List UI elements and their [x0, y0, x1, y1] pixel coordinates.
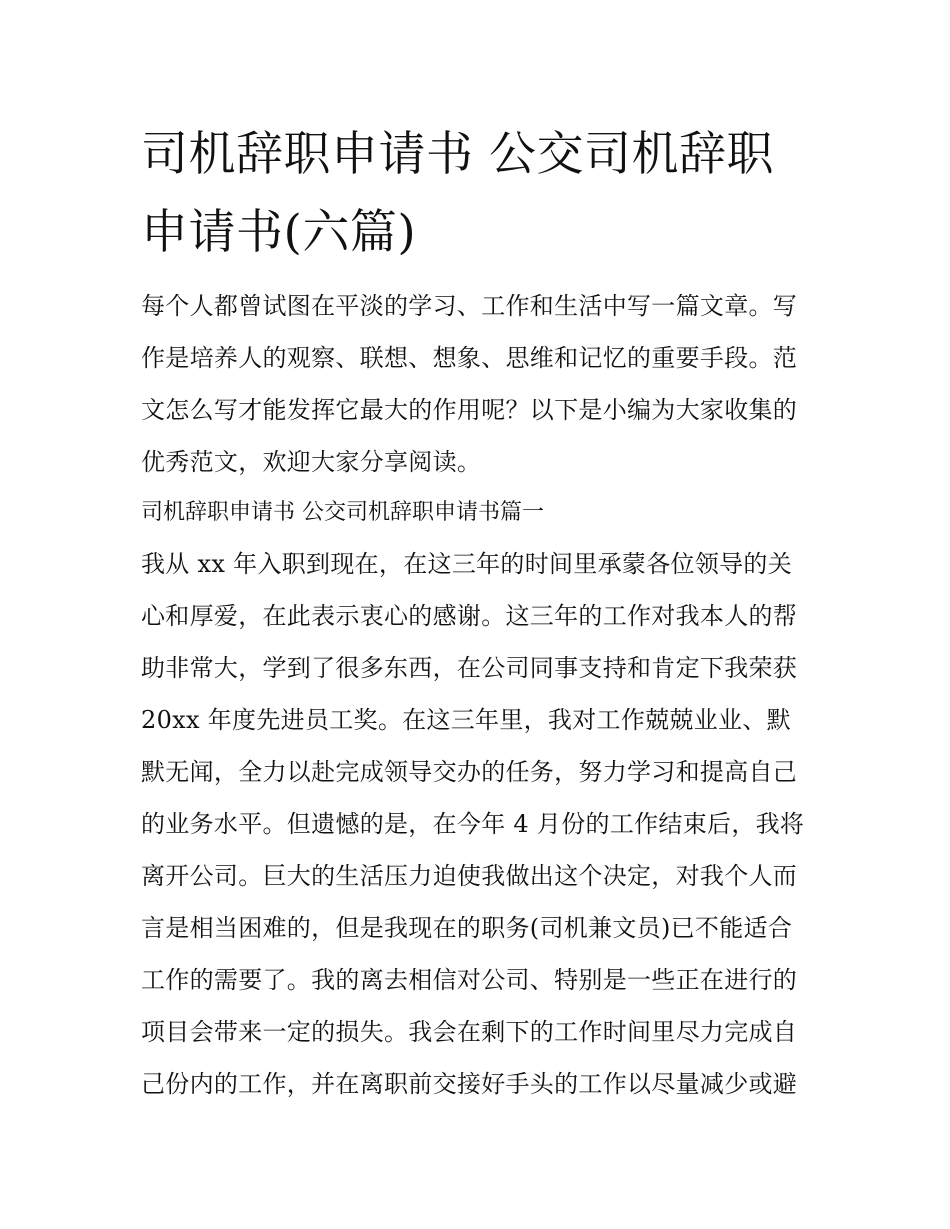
document-content: [141, 116, 813, 1110]
paragraph-line: 离开公司。巨大的生活压力迫使我做出这个决定，对我个人而: [141, 862, 798, 890]
paragraph-line: 言是相当困难的，但是我现在的职务(司机兼文员)已不能适合: [141, 914, 793, 942]
document-title: [141, 116, 813, 272]
intro-paragraph: [141, 280, 813, 488]
paragraph-line: 每个人都曾试图在平淡的学习、工作和生活中写一篇文章。写: [141, 292, 798, 320]
paragraph-line: 默无闻，全力以赴完成领导交办的任务，努力学习和提高自己: [141, 758, 798, 786]
title-line: 司机辞职申请书 公交司机辞职: [141, 127, 774, 182]
section-heading: 司机辞职申请书 公交司机辞职申请书篇一: [141, 500, 544, 525]
paragraph-line: 项目会带来一定的损失。我会在剩下的工作时间里尽力完成自: [141, 1018, 798, 1046]
paragraph-line: 己份内的工作，并在离职前交接好手头的工作以尽量减少或避: [141, 1070, 798, 1098]
paragraph-line: 助非常大，学到了很多东西，在公司同事支持和肯定下我荣获: [141, 654, 798, 682]
paragraph-line: 的业务水平。但遗憾的是，在今年 4 月份的工作结束后，我将: [141, 810, 805, 838]
paragraph-line: 作是培养人的观察、联想、想象、思维和记忆的重要手段。范: [141, 344, 798, 372]
body-paragraph: [141, 538, 813, 1110]
paragraph-line: 工作的需要了。我的离去相信对公司、特别是一些正在进行的: [141, 966, 798, 994]
paragraph-line: 心和厚爱，在此表示衷心的感谢。这三年的工作对我本人的帮: [141, 602, 798, 630]
title-line: 申请书(六篇): [141, 205, 417, 260]
paragraph-line: 文怎么写才能发挥它最大的作用呢？以下是小编为大家收集的: [141, 396, 798, 424]
paragraph-line: 优秀范文，欢迎大家分享阅读。: [141, 448, 482, 476]
paragraph-line: 20xx 年度先进员工奖。在这三年里，我对工作兢兢业业、默: [141, 706, 791, 734]
paragraph-line: 我从 xx 年入职到现在，在这三年的时间里承蒙各位领导的关: [141, 550, 793, 578]
